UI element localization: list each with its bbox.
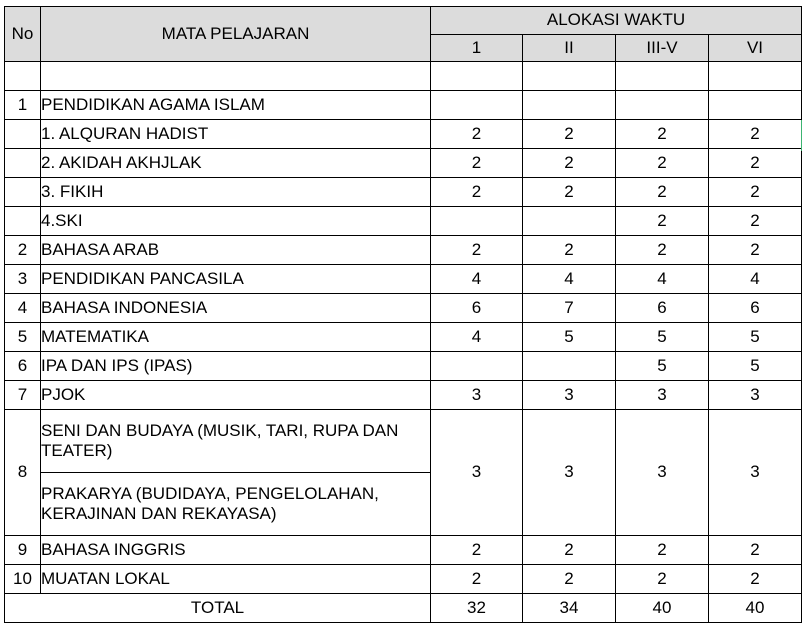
hours-cell: 5 bbox=[709, 352, 802, 381]
row-number: 4 bbox=[5, 294, 41, 323]
subject-name: 2. AKIDAH AKHJLAK bbox=[41, 149, 431, 178]
hours-cell: 2 bbox=[709, 565, 802, 594]
hours-cell: 6 bbox=[616, 294, 709, 323]
hours-cell: 2 bbox=[523, 149, 616, 178]
header-grade: III-V bbox=[616, 35, 709, 62]
subject-name: SENI DAN BUDAYA (MUSIK, TARI, RUPA DAN TEATER) bbox=[41, 410, 431, 473]
hours-cell: 2 bbox=[431, 536, 523, 565]
hours-cell: 3 bbox=[709, 381, 802, 410]
row-number: 8 bbox=[5, 410, 41, 536]
table-row bbox=[5, 536, 802, 565]
hours-cell bbox=[431, 91, 523, 120]
row-number: 10 bbox=[5, 565, 41, 594]
hours-cell: 3 bbox=[709, 410, 802, 536]
hours-cell: 2 bbox=[616, 207, 709, 236]
total-cell: 32 bbox=[431, 594, 523, 623]
hours-cell bbox=[616, 91, 709, 120]
row-number: 7 bbox=[5, 381, 41, 410]
table-row bbox=[5, 178, 802, 207]
table-row bbox=[5, 352, 802, 381]
hours-cell: 2 bbox=[431, 178, 523, 207]
hours-cell bbox=[523, 352, 616, 381]
header-subject: MATA PELAJARAN bbox=[41, 7, 431, 62]
hours-cell: 5 bbox=[616, 323, 709, 352]
hours-cell: 4 bbox=[431, 323, 523, 352]
blank-row bbox=[5, 62, 802, 91]
row-number: 3 bbox=[5, 265, 41, 294]
table-row bbox=[5, 120, 802, 149]
hours-cell: 3 bbox=[616, 410, 709, 536]
row-number: 6 bbox=[5, 352, 41, 381]
table-row bbox=[5, 410, 802, 473]
hours-cell: 2 bbox=[709, 178, 802, 207]
hours-cell: 3 bbox=[616, 381, 709, 410]
table-row bbox=[5, 236, 802, 265]
hours-cell: 5 bbox=[709, 323, 802, 352]
table-row bbox=[5, 381, 802, 410]
subject-name: BAHASA ARAB bbox=[41, 236, 431, 265]
subject-name: PJOK bbox=[41, 381, 431, 410]
total-cell: 40 bbox=[616, 594, 709, 623]
curriculum-table bbox=[4, 6, 802, 623]
hours-cell: 4 bbox=[523, 265, 616, 294]
hours-cell: 7 bbox=[523, 294, 616, 323]
total-row bbox=[5, 594, 802, 623]
hours-cell: 2 bbox=[616, 120, 709, 149]
header-allocation: ALOKASI WAKTU bbox=[431, 7, 802, 35]
subject-name: 3. FIKIH bbox=[41, 178, 431, 207]
hours-cell bbox=[431, 207, 523, 236]
table-row bbox=[5, 207, 802, 236]
subject-name: BAHASA INGGRIS bbox=[41, 536, 431, 565]
hours-cell: 2 bbox=[709, 236, 802, 265]
hours-cell: 6 bbox=[431, 294, 523, 323]
subject-name: BAHASA INDONESIA bbox=[41, 294, 431, 323]
hours-cell: 2 bbox=[709, 207, 802, 236]
hours-cell: 4 bbox=[616, 265, 709, 294]
header-grade: II bbox=[523, 35, 616, 62]
hours-cell: 2 bbox=[616, 565, 709, 594]
header-grade: 1 bbox=[431, 35, 523, 62]
hours-cell: 2 bbox=[523, 236, 616, 265]
subject-name: IPA DAN IPS (IPAS) bbox=[41, 352, 431, 381]
hours-cell: 2 bbox=[616, 178, 709, 207]
row-number: 9 bbox=[5, 536, 41, 565]
total-cell: 34 bbox=[523, 594, 616, 623]
hours-cell: 5 bbox=[523, 323, 616, 352]
subject-name: PRAKARYA (BUDIDAYA, PENGELOLAHAN, KERAJINAN DAN REKAYASA) bbox=[41, 473, 431, 536]
header-grade: VI bbox=[709, 35, 802, 62]
selection-edge-marker bbox=[801, 120, 802, 151]
hours-cell bbox=[523, 91, 616, 120]
header-no: No bbox=[5, 7, 41, 62]
row-number bbox=[5, 120, 41, 149]
total-cell: 40 bbox=[709, 594, 802, 623]
subject-name: MATEMATIKA bbox=[41, 323, 431, 352]
subject-name: 4.SKI bbox=[41, 207, 431, 236]
table-row bbox=[5, 323, 802, 352]
row-number: 1 bbox=[5, 91, 41, 120]
row-number: 2 bbox=[5, 236, 41, 265]
hours-cell: 4 bbox=[709, 265, 802, 294]
hours-cell: 2 bbox=[523, 178, 616, 207]
subject-name: PENDIDIKAN AGAMA ISLAM bbox=[41, 91, 431, 120]
hours-cell: 3 bbox=[431, 381, 523, 410]
hours-cell: 5 bbox=[616, 352, 709, 381]
hours-cell: 2 bbox=[431, 149, 523, 178]
row-number: 5 bbox=[5, 323, 41, 352]
hours-cell: 2 bbox=[431, 236, 523, 265]
hours-cell: 2 bbox=[523, 536, 616, 565]
hours-cell: 2 bbox=[616, 149, 709, 178]
hours-cell: 2 bbox=[616, 236, 709, 265]
total-label: TOTAL bbox=[5, 594, 431, 623]
row-number bbox=[5, 207, 41, 236]
table-row bbox=[5, 294, 802, 323]
subject-name: 1. ALQURAN HADIST bbox=[41, 120, 431, 149]
hours-cell bbox=[523, 207, 616, 236]
hours-cell: 3 bbox=[431, 410, 523, 536]
hours-cell: 3 bbox=[523, 381, 616, 410]
row-number bbox=[5, 178, 41, 207]
table-row bbox=[5, 91, 802, 120]
hours-cell: 4 bbox=[431, 265, 523, 294]
hours-cell: 6 bbox=[709, 294, 802, 323]
hours-cell bbox=[431, 352, 523, 381]
hours-cell: 2 bbox=[523, 120, 616, 149]
hours-cell: 2 bbox=[616, 536, 709, 565]
hours-cell: 2 bbox=[709, 120, 802, 149]
hours-cell: 3 bbox=[523, 410, 616, 536]
hours-cell: 2 bbox=[431, 565, 523, 594]
table-row bbox=[5, 265, 802, 294]
hours-cell: 2 bbox=[709, 149, 802, 178]
hours-cell: 2 bbox=[709, 536, 802, 565]
hours-cell bbox=[709, 91, 802, 120]
subject-name: MUATAN LOKAL bbox=[41, 565, 431, 594]
table-row bbox=[5, 149, 802, 178]
hours-cell: 2 bbox=[523, 565, 616, 594]
hours-cell: 2 bbox=[431, 120, 523, 149]
row-number bbox=[5, 149, 41, 178]
table-row bbox=[5, 565, 802, 594]
subject-name: PENDIDIKAN PANCASILA bbox=[41, 265, 431, 294]
